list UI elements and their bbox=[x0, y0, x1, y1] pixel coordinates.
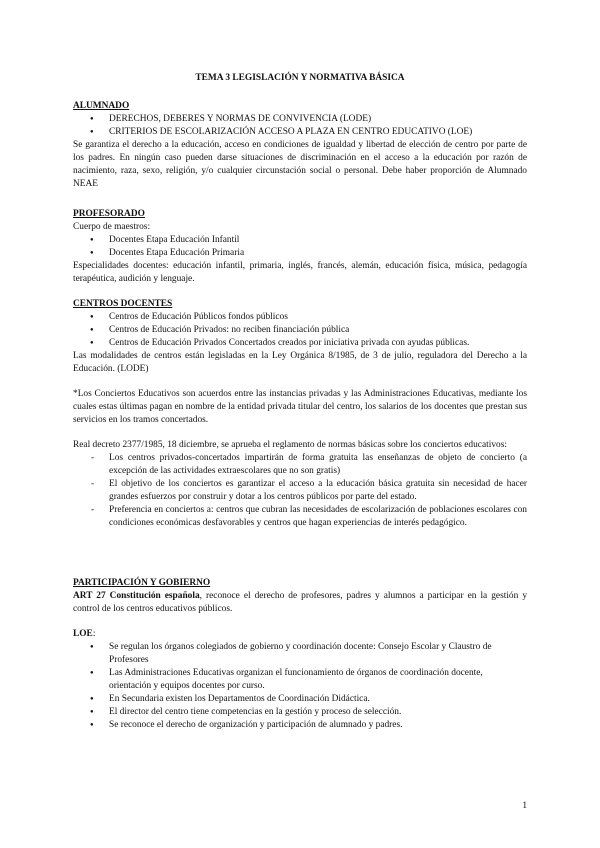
paragraph: Cuerpo de maestros: bbox=[73, 222, 151, 232]
section-alumnado bbox=[73, 100, 527, 191]
paragraph: Se garantiza el derecho a la educación, acceso en condiciones de igualdad y libertad de elección de centro por parte de los padres. En ningún caso pueden darse situaciones de discriminación en el acceso a la educación por razón de nacimiento, raza, sexo, religión, y/o cualquier circunstación social o personal. Debe haber proporción de Alumnado NEAE bbox=[73, 140, 527, 189]
bullet-list bbox=[73, 234, 527, 260]
paragraph bbox=[73, 590, 527, 616]
list-item: ● Docentes Etapa Educación Primaria bbox=[73, 247, 527, 260]
bullet-list bbox=[73, 641, 527, 732]
section-heading: PROFESORADO bbox=[73, 209, 145, 219]
list-item: ● El director del centro tiene competencias en la gestión y proceso de selección. bbox=[73, 706, 527, 719]
list-item: ● Se reconoce el derecho de organización y participación de alumnado y padres. bbox=[73, 719, 527, 732]
paragraph: Real decreto 2377/1985, 18 diciembre, se aprueba el reglamento de normas básicas sobre los conciertos educativos: bbox=[73, 440, 507, 450]
bullet-list bbox=[73, 113, 527, 139]
dash-list bbox=[73, 452, 527, 530]
list-item: - Los centros privados-concertados impartirán de forma gratuita las enseñanzas de objeto de concierto (a excepción de las actividades extraescolares que no son gratis) bbox=[73, 452, 527, 478]
paragraph: *Los Conciertos Educativos son acuerdos entre las instancias privadas y las Administraciones Educativas, mediante los cuales estas últimas pagan en nombre de la entidad privada titular del centro, los salarios de los docentes que prestan sus servicios en los tramos concertados. bbox=[73, 389, 527, 425]
bullet-list bbox=[73, 311, 527, 350]
list-item: ● Centros de Educación Públicos fondos públicos bbox=[73, 311, 527, 324]
list-item: - Preferencia en conciertos a: centros que cubran las necesidades de escolarización de poblaciones escolares con condiciones económicas desfavorables y centros que hagan experiencias de interés pedagógico. bbox=[73, 504, 527, 530]
article-text: , reconoce el derecho de profesores, padres y alumnos a participar en la gestión y control de los centros educativos públicos. bbox=[73, 591, 528, 614]
list-item: ● CRITERIOS DE ESCOLARIZACIÓN ACCESO A PLAZA EN CENTRO EDUCATIVO (LOE) bbox=[73, 126, 527, 139]
list-item: - El objetivo de los conciertos es garantizar el acceso a la educación básica gratuita sin necesidad de hacer grandes esfuerzos por construir y dotar a los centros públicos por parte del estado. bbox=[73, 478, 527, 504]
list-item: ● Centros de Educación Privados Concertados creados por iniciativa privada con ayudas públicas. bbox=[73, 337, 527, 350]
list-item: ● Centros de Educación Privados: no reciben financiación pública bbox=[73, 324, 527, 337]
page-number: 1 bbox=[522, 801, 527, 811]
list-item: ● DERECHOS, DEBERES Y NORMAS DE CONVIVENCIA (LODE) bbox=[73, 113, 527, 126]
section-heading: CENTROS DOCENTES bbox=[73, 299, 173, 309]
list-item: ● Se regulan los órganos colegiados de gobierno y coordinación docente: Consejo Escolar y Claustro de Profesores bbox=[73, 641, 527, 667]
page-title: TEMA 3 LEGISLACIÓN Y NORMATIVA BÁSICA bbox=[195, 73, 405, 83]
paragraph: Las modalidades de centros están legisladas en la Ley Orgánica 8/1985, de 3 de julio, reguladora del Derecho a la Educación. (LODE) bbox=[73, 351, 527, 374]
loe-colon: : bbox=[92, 629, 96, 639]
section-centros bbox=[73, 298, 527, 530]
section-profesorado bbox=[73, 208, 527, 286]
list-item: ● Las Administraciones Educativas organizan el funcionamiento de órganos de coordinación docente, orientación y equipos docentes por curso. bbox=[73, 667, 527, 693]
loe-label-text: LOE bbox=[73, 629, 93, 639]
loe-label bbox=[73, 628, 527, 641]
section-heading: PARTICIPACIÓN Y GOBIERNO bbox=[73, 578, 211, 588]
section-heading: ALUMNADO bbox=[73, 101, 130, 111]
list-item: ● En Secundaria existen los Departamentos de Coordinación Didáctica. bbox=[73, 693, 527, 706]
list-item: ● Docentes Etapa Educación Infantil bbox=[73, 234, 527, 247]
section-participacion bbox=[73, 577, 527, 732]
article-label: ART 27 Constitución española bbox=[73, 591, 200, 601]
paragraph: Especialidades docentes: educación infantil, primaria, inglés, francés, alemán, educación física, música, pedagogía terapéutica, audición y lenguaje. bbox=[73, 261, 527, 284]
